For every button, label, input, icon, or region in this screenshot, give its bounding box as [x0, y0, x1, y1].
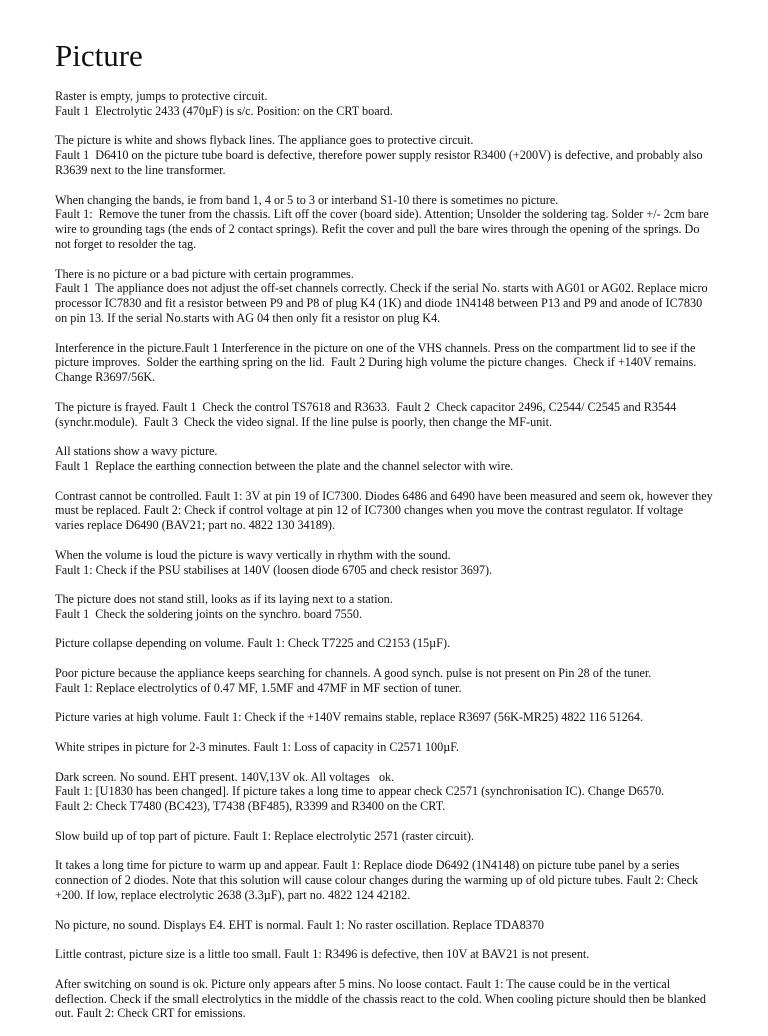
entry-text: Raster is empty, jumps to protective circuit. — [55, 89, 268, 103]
entry-text: After switching on sound is ok. Picture only appears after 5 mins. No loose contact. Fault 1: The cause could be in the vertical deflection. Check if the small electrolytics in the middle of the chassis react to the cold. When cooling picture should then be blanked out. Fault 2: Check CRT for emissions. — [55, 976, 709, 1021]
entry-text: The picture is frayed. Fault 1 Check the control TS7618 and R3633. Fault 2 Check capacitor 2496, C2544/ C2545 and R3544 (synchr.module). Fault 3 Check the video signal. If the line pulse is poorly, then change the MF-unit. — [55, 399, 680, 429]
fault-entry — [55, 918, 715, 933]
fault-entry — [55, 341, 715, 385]
entry-fault-text: Fault 1 Check the soldering joints on the synchro. board 7550. — [55, 606, 363, 621]
fault-entry — [55, 977, 715, 1021]
page-title: Picture — [55, 38, 143, 73]
fault-entry — [55, 947, 715, 962]
entry-text: All stations show a wavy picture. — [55, 444, 218, 459]
fault-entry — [55, 267, 715, 326]
entry-fault-text: Fault 1: [U1830 has been changed]. If picture takes a long time to appear check C2571 (synchronisation IC). Change D6570. — [55, 784, 665, 799]
fault-entry — [55, 592, 715, 622]
fault-entry — [55, 858, 715, 902]
entry-text: Poor picture because the appliance keeps searching for channels. A good synch. pulse is not present on Pin 28 of the tuner. — [55, 666, 652, 681]
fault-entry — [55, 636, 715, 651]
entry-text: No picture, no sound. Displays E4. EHT is normal. Fault 1: No raster oscillation. Replace TDA8370 — [55, 917, 545, 932]
entry-fault-text: Fault 1 The appliance does not adjust the off-set channels correctly. Check if the serial No. starts with AG01 or AG02. Replace micro processor IC7830 and fit a resistor between P9 and P8 of plug K4 (1K) and diode 1N4148 between P13 and P9 and anode of IC7830 on pin 13. If the serial No.starts with AG 04 then only fit a resistor on plug K4. — [55, 281, 711, 325]
entry-text: When changing the bands, ie from band 1, 4 or 5 to 3 or interband S1-10 there is sometimes no picture. — [55, 192, 559, 207]
entry-text: The picture does not stand still, looks as if its laying next to a station. — [55, 592, 393, 607]
fault-entry — [55, 89, 715, 119]
entry-text: Dark screen. No sound. EHT present. 140V,13V ok. All voltages ok. — [55, 769, 395, 784]
entry-fault-text: Fault 1 Replace the earthing connection between the plate and the channel selector with wire. — [55, 458, 514, 473]
document-page — [55, 36, 715, 1036]
entry-text: Slow build up of top part of picture. Fault 1: Replace electrolytic 2571 (raster circuit). — [55, 828, 474, 843]
fault-entry — [55, 740, 715, 755]
entry-fault-text: Fault 1 Electrolytic 2433 (470µF) is s/c. Position: on the CRT board. — [55, 103, 393, 118]
fault-entry — [55, 193, 715, 252]
entry-text: Contrast cannot be controlled. Fault 1: 3V at pin 19 of IC7300. Diodes 6486 and 6490 have been measured and seem ok, however they must be replaced. Fault 2: Check if control voltage at pin 12 of IC7300 changes when you move the contrast regulator. If voltage varies replace D6490 (BAV21; part no. 4822 130 34189). — [55, 488, 716, 533]
fault-entry — [55, 400, 715, 430]
entry-fault-text: Fault 2: Check T7480 (BC423), T7438 (BF485), R3399 and R3400 on the CRT. — [55, 799, 446, 814]
fault-entry — [55, 770, 715, 814]
entry-text: Picture varies at high volume. Fault 1: Check if the +140V remains stable, replace R3697 (56K-MR25) 4822 116 51264. — [55, 710, 644, 725]
fault-entry — [55, 829, 715, 844]
fault-entry — [55, 710, 715, 725]
entry-text: Picture collapse depending on volume. Fault 1: Check T7225 and C2153 (15µF). — [55, 636, 451, 651]
fault-entry — [55, 444, 715, 474]
entry-text: There is no picture or a bad picture with certain programmes. — [55, 266, 354, 281]
entry-text: White stripes in picture for 2-3 minutes. Fault 1: Loss of capacity in C2571 100µF. — [55, 740, 460, 755]
entry-text: Little contrast, picture size is a little too small. Fault 1: R3496 is defective, then 10V at BAV21 is not present. — [55, 947, 590, 962]
fault-entry — [55, 548, 715, 578]
entry-text: When the volume is loud the picture is wavy vertically in rhythm with the sound. — [55, 547, 451, 562]
entry-text: It takes a long time for picture to warm up and appear. Fault 1: Replace diode D6492 (1N4148) on picture tube panel by a series connection of 2 diodes. Note that this solution will cause colour changes during the warming up of old picture tubes. Fault 2: Check +200. If low, replace electrolytic 2638 (3.3µF), part no. 4822 124 42182. — [55, 858, 702, 903]
entry-text: The picture is white and shows flyback lines. The appliance goes to protective circuit. — [55, 133, 474, 148]
fault-entry — [55, 489, 715, 533]
entry-fault-text: Fault 1: Replace electrolytics of 0.47 MF, 1.5MF and 47MF in MF section of tuner. — [55, 680, 462, 695]
entry-fault-text: Fault 1 D6410 on the picture tube board is defective, therefore power supply resistor R3400 (+200V) is defective, and probably also R3639 next to the line transformer. — [55, 148, 706, 177]
entry-text: Interference in the picture.Fault 1 Interference in the picture on one of the VHS channels. Press on the compartment lid to see if the picture improves. Solder the earthing spring on the lid. Fault 2 During high volume the picture changes. Check if +140V remains. Change R3697/56K. — [55, 340, 703, 385]
entry-fault-text: Fault 1: Remove the tuner from the chassis. Lift off the cover (board side). Attention; Unsolder the soldering tag. Solder +/- 2cm bare wire to grounding tags (the ends of 2 contact springs). Refit the cover and pull the bare wires through the opening of the springs. Do not forget to resolder the tag. — [55, 207, 712, 251]
fault-entry — [55, 133, 715, 177]
fault-entry — [55, 666, 715, 696]
fault-entry-list — [55, 89, 715, 1021]
entry-fault-text: Fault 1: Check if the PSU stabilises at 140V (loosen diode 6705 and check resistor 3697). — [55, 562, 493, 577]
